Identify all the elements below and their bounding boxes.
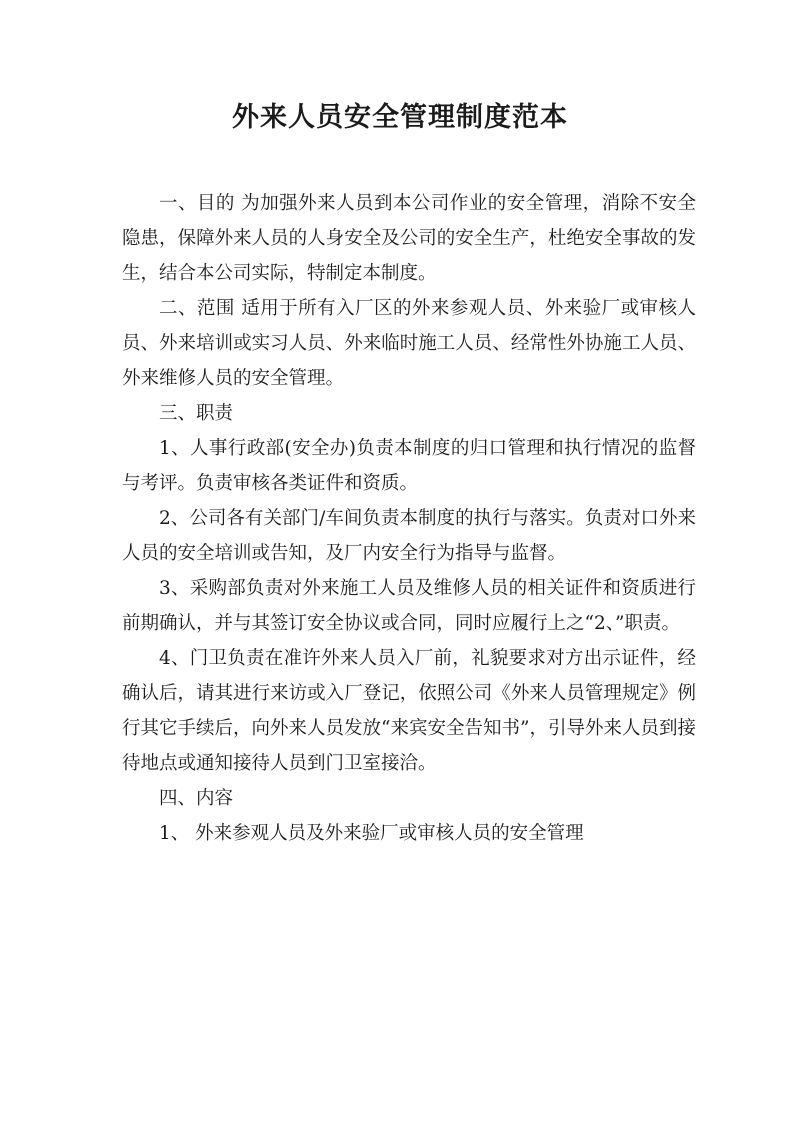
heading-contents: 四、内容 — [159, 788, 234, 809]
document-body — [122, 186, 696, 851]
paragraph-responsibility-1: 1、人事行政部(安全办)负责本制度的归口管理和执行情况的监督与考评。负责审核各类证件和资质。 — [122, 438, 696, 494]
paragraph-responsibility-3: 3、采购部负责对外来施工人员及维修人员的相关证件和资质进行前期确认，并与其签订安全协议或合同，同时应履行上之“2、”职责。 — [122, 578, 696, 634]
document-title: 外来人员安全管理制度范本 — [232, 102, 568, 133]
paragraph-responsibility-2: 2、公司各有关部门/车间负责本制度的执行与落实。负责对口外来人员的安全培训或告知，及厂内安全行为指导与监督。 — [122, 508, 696, 564]
paragraph-responsibility-4: 4、门卫负责在准许外来人员入厂前，礼貌要求对方出示证件，经确认后，请其进行来访或入厂登记，依照公司《外来人员管理规定》例行其它手续后，向外来人员发放“来宾安全告知书”，引导外来人员到接待地点或通知接待人员到门卫室接洽。 — [122, 648, 696, 774]
paragraph-purpose: 一、目的 为加强外来人员到本公司作业的安全管理，消除不安全隐患，保障外来人员的人身安全及公司的安全生产，杜绝安全事故的发生，结合本公司实际，特制定本制度。 — [122, 193, 696, 284]
paragraph-content-1: 1、 外来参观人员及外来验厂或审核人员的安全管理 — [159, 823, 584, 844]
paragraph-scope: 二、范围 适用于所有入厂区的外来参观人员、外来验厂或审核人员、外来培训或实习人员、外来临时施工人员、经常性外协施工人员、外来维修人员的安全管理。 — [122, 298, 696, 389]
heading-responsibilities: 三、职责 — [159, 403, 234, 424]
